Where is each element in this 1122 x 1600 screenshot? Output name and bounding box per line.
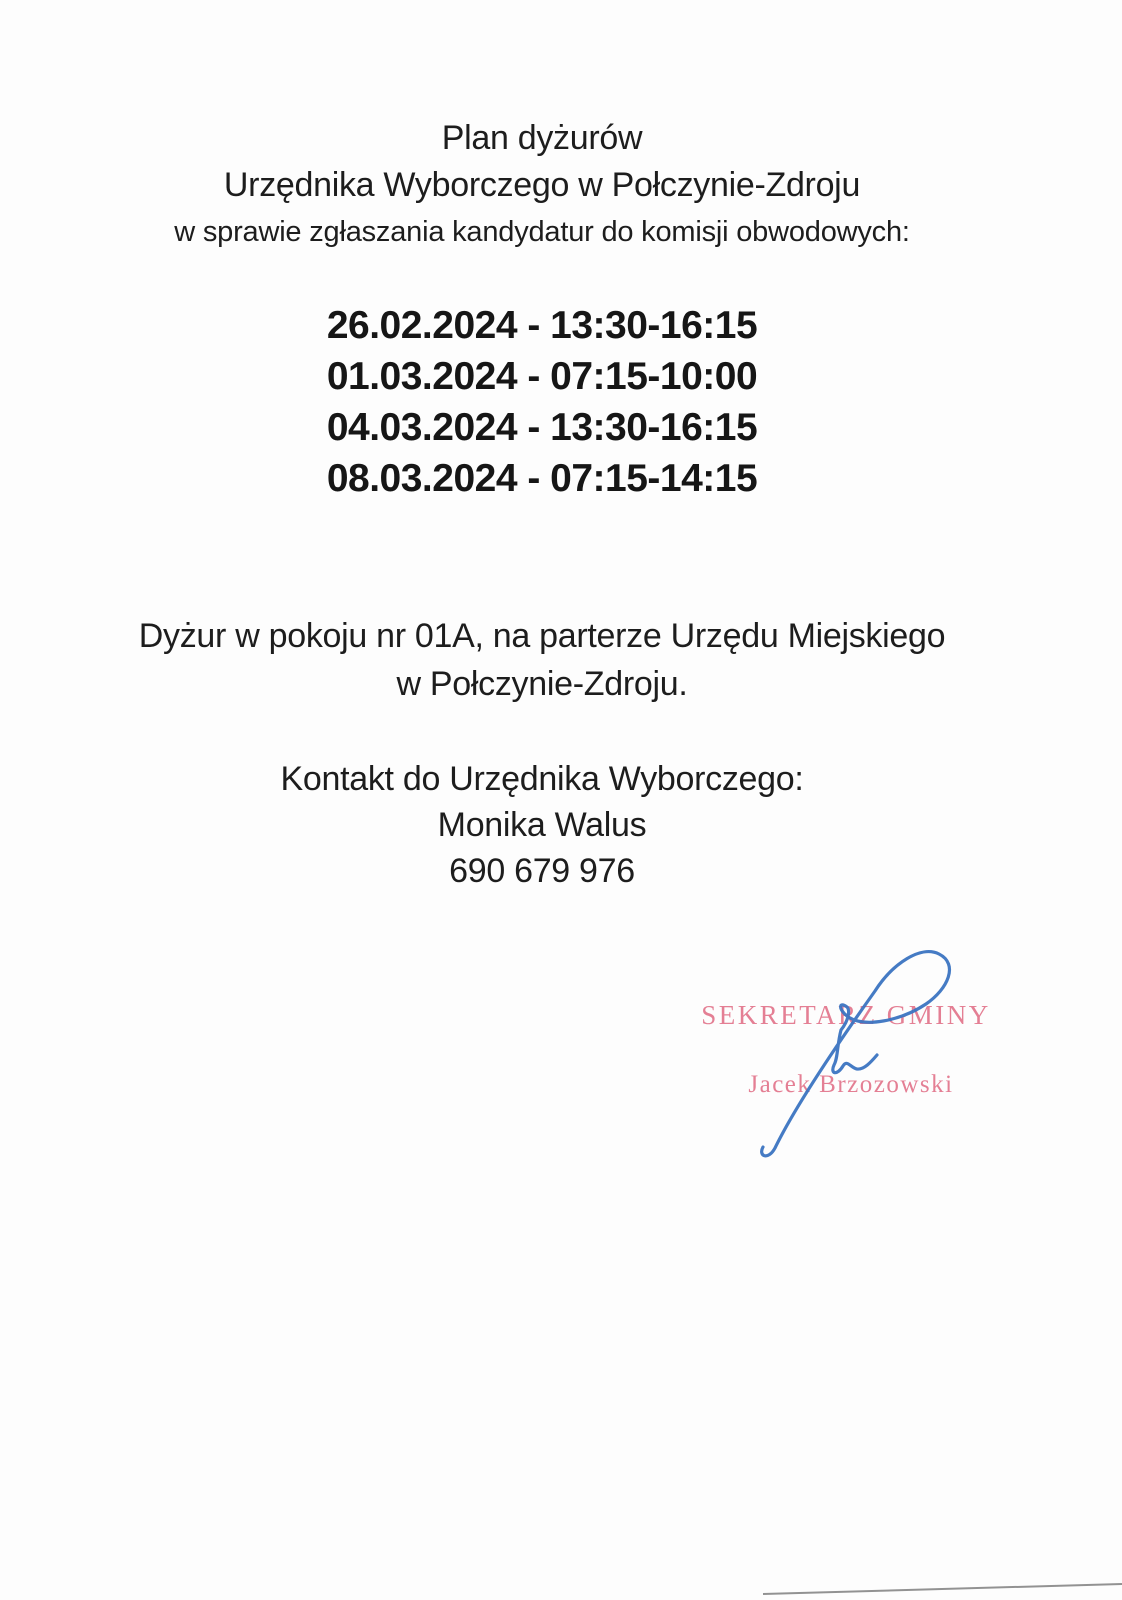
contact-block (0, 756, 1084, 894)
handwritten-signature (735, 915, 960, 1165)
schedule-entry: 01.03.2024 - 07:15-10:00 (326, 355, 758, 398)
contact-name: Monika Walus (437, 806, 647, 844)
document-title-line1: Plan dyżurów (441, 119, 643, 157)
duty-location (0, 612, 1084, 708)
schedule-entry: 08.03.2024 - 07:15-14:15 (326, 457, 758, 500)
duty-location-line1: Dyżur w pokoju nr 01A, na parterze Urzędu Miejskiego (138, 617, 946, 655)
contact-phone: 690 679 976 (449, 852, 635, 890)
schedule-entry: 26.02.2024 - 13:30-16:15 (326, 304, 758, 347)
schedule-entry: 04.03.2024 - 13:30-16:15 (326, 406, 758, 449)
scan-artifact-line (755, 1576, 1122, 1600)
duty-location-line2: w Połczynie-Zdroju. (396, 665, 688, 703)
duty-schedule-list (0, 300, 1084, 504)
stamp-title: SEKRETARZ GMINY (701, 1000, 991, 1030)
document-title-line2: Urzędnika Wyborczego w Połczynie-Zdroju (223, 166, 861, 204)
signature-stroke (762, 952, 950, 1156)
stamp-name: Jacek Brzozowski (748, 1071, 954, 1098)
document-title-line3: w sprawie zgłaszania kandydatur do komisji obwodowych: (174, 216, 910, 248)
contact-heading: Kontakt do Urzędnika Wyborczego: (280, 760, 804, 798)
document-header (0, 115, 1084, 256)
